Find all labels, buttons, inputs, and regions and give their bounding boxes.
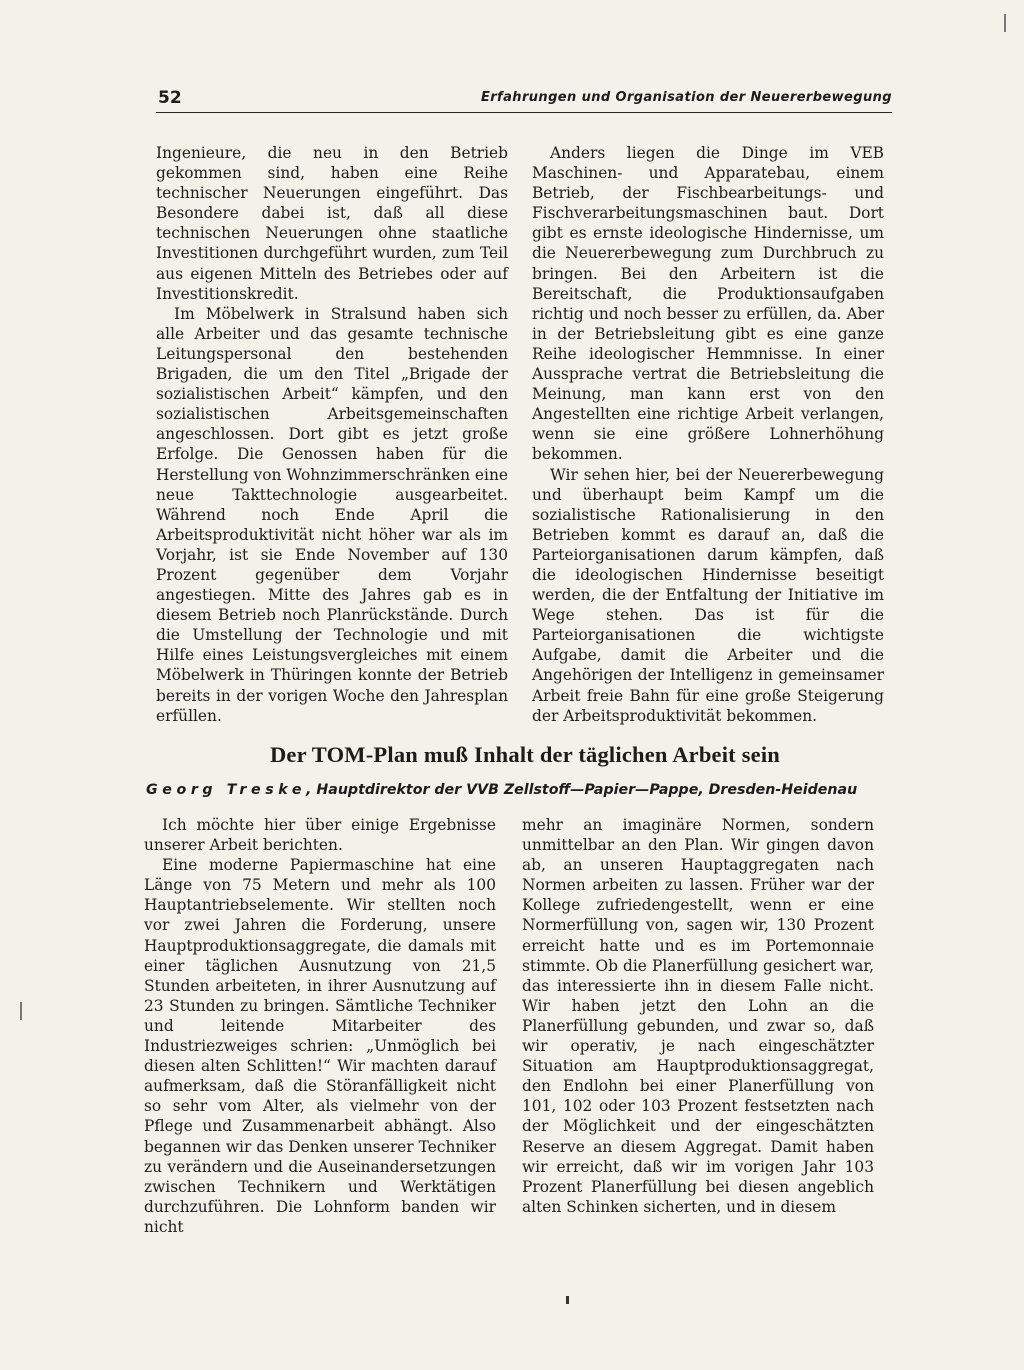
page-number: 52 <box>158 88 182 108</box>
paragraph: Ingenieure, die neu in den Betrieb gekommen sind, haben eine Reihe technischer Neuerungen eingeführt. Das Besondere dabei ist, daß all diese technischen Neuerungen ohne staatliche Investitionen durchgeführt wurden, zum Teil aus eigenen Mitteln des Betriebes oder auf Investitionskredit. <box>156 144 508 303</box>
section1-right-column <box>532 143 884 726</box>
paragraph: Ich möchte hier über einige Ergebnisse unserer Arbeit berichten. <box>144 816 496 855</box>
article-left-column <box>144 815 496 1237</box>
paragraph: Anders liegen die Dinge im VEB Maschinen- und Apparatebau, einem Betrieb, der Fischbearbeitungs- und Fischverarbeitungsmaschinen baut. Dort gibt es ernste ideologische Hindernisse, um die Neuererbewegung zum Durchbruch zu bringen. Bei den Arbeitern ist die Bereitschaft, die Produktionsaufgaben richtig und noch besser zu erfüllen, da. Aber in der Betriebsleitung gibt es eine ganze Reihe ideologischer Hemmnisse. In einer Aussprache vertrat die Betriebsleitung die Meinung, man kann erst von den Angestellten eine richtige Arbeit verlangen, wenn sie eine größere Lohnerhöhung bekommen. <box>532 144 884 464</box>
byline-role: , Hauptdirektor der VVB Zellstoff—Papier—Pappe, Dresden-Heidenau <box>306 782 858 798</box>
byline-author: Georg Treske <box>146 782 307 798</box>
page-header <box>156 86 892 113</box>
scan-mark <box>20 1002 22 1020</box>
paragraph: Im Möbelwerk in Stralsund haben sich alle Arbeiter und das gesamte technische Leitungspersonal den bestehenden Brigaden, die um den Titel „Brigade der sozialistischen Arbeit“ kämpfen, und den sozialistischen Arbeitsgemeinschaften angeschlossen. Dort gibt es jetzt große Erfolge. Die Genossen haben für die Herstellung von Wohnzimmerschränken eine neue Takttechnologie ausgearbeitet. Während noch Ende April die Arbeitsproduktivität nicht höher war als im Vorjahr, ist sie Ende November auf 130 Prozent gegenüber dem Vorjahr angestiegen. Mitte des Jahres gab es in diesem Betrieb noch Planrückstände. Durch die Umstellung der Technologie und mit Hilfe eines Leistungsvergleiches mit einem Möbelwerk in Thüringen konnte der Betrieb bereits in der vorigen Woche den Jahresplan erfüllen. <box>156 304 508 725</box>
running-head: Erfahrungen und Organisation der Neuererbewegung <box>480 90 892 105</box>
article-title: Der TOM-Plan muß Inhalt der täglichen Arbeit sein <box>269 742 781 767</box>
paragraph: Eine moderne Papiermaschine hat eine Länge von 75 Metern und mehr als 100 Hauptantriebselemente. Wir stellten noch vor zwei Jahren die Forderung, unsere Hauptproduktionsaggregate, die damals mit einer täglichen Ausnutzung von 21,5 Stunden arbeiteten, in ihrer Ausnutzung auf 23 Stunden zu bringen. Sämtliche Techniker und leitende Mitarbeiter des Industriezweiges schrien: „Unmöglich bei diesen alten Schlitten!“ Wir machten darauf aufmerksam, daß die Störanfälligkeit nicht so sehr vom Alter, als vielmehr von der Pflege und Zusammenarbeit abhängt. Also begannen wir das Denken unserer Techniker zu verändern und die Auseinandersetzungen zwischen Technikern und Werktätigen durchzuführen. Die Lohnform banden wir nicht <box>144 856 496 1236</box>
paragraph: Wir sehen hier, bei der Neuererbewegung und überhaupt beim Kampf um die sozialistische Rationalisierung in den Betrieben kommt es darauf an, daß die Parteiorganisationen darum kämpfen, daß die ideologischen Hindernisse beseitigt werden, die der Entfaltung der Initiative im Wege stehen. Das ist für die Parteiorganisationen die wichtigste Aufgabe, damit die Arbeiter und die Angehörigen der Intelligenz in gemeinsamer Arbeit freie Bahn für eine große Steigerung der Arbeitsproduktivität bekommen. <box>532 465 884 725</box>
scan-mark <box>1004 14 1006 32</box>
article-right-column <box>522 815 874 1217</box>
section1-left-column <box>156 143 508 726</box>
paragraph: mehr an imaginäre Normen, sondern unmittelbar an den Plan. Wir gingen davon ab, an unseren Hauptaggregaten nach Normen arbeiten zu lassen. Früher war der Kollege zufriedengestellt, wenn er eine Normerfüllung von, sagen wir, 130 Prozent erreicht hatte und es im Portemonnaie stimmte. Ob die Planerfüllung gesichert war, das interessierte ihn in diesem Falle nicht. Wir haben jetzt den Lohn an die Planerfüllung gebunden, und zwar so, daß wir operativ, je nach eingeschätzter Situation am Hauptproduktionsaggregat, den Endlohn bei einer Planerfüllung von 101, 102 oder 103 Prozent festsetzten nach der Möglichkeit und der eingeschätzten Reserve an diesem Aggregat. Damit haben wir erreicht, daß wir im vorigen Jahr 103 Prozent Planerfüllung bei diesen angeblich alten Schinken sicherten, und in diesem <box>522 816 874 1216</box>
article-byline <box>146 782 886 798</box>
scan-mark <box>566 1296 569 1304</box>
